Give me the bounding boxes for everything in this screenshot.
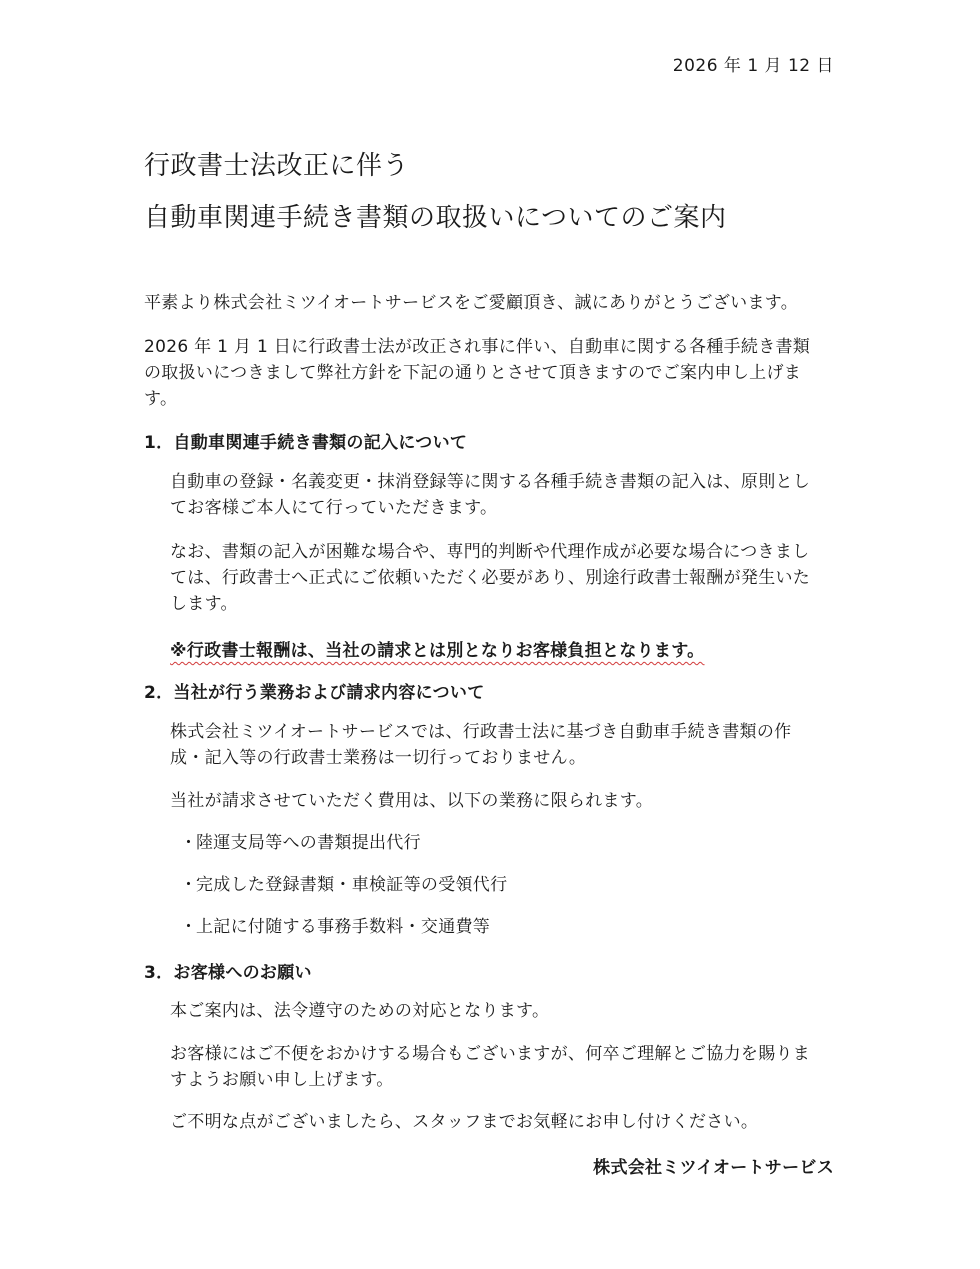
list-item	[180, 830, 507, 872]
service-list	[180, 830, 507, 956]
section-1-paragraph-2	[170, 539, 830, 617]
list-item	[180, 872, 507, 914]
section-2-heading: 2．当社が行う業務および請求内容について	[144, 683, 485, 703]
section-3-heading: 3．お客様へのお願い	[144, 963, 312, 983]
section-3-paragraph-2	[170, 1041, 830, 1093]
bullet-icon: ・	[180, 917, 198, 937]
list-item	[180, 914, 507, 956]
bullet-icon: ・	[180, 833, 198, 853]
intro-line-2: の取扱いにつきまして弊社方針を下記の通りとさせて頂きますのでご案内申し上げま	[144, 363, 802, 383]
section-2-p1-line-2: 成・記入等の行政書士業務は一切行っておりません。	[170, 748, 587, 768]
list-item-text: 陸運支局等への書類提出代行	[196, 833, 421, 853]
section-2-paragraph-1	[170, 719, 830, 771]
title-line-1: 行政書士法改正に伴う	[144, 151, 410, 181]
section-2-p1-line-1: 株式会社ミツイオートサービスでは、行政書士法に基づき自動車手続き書類の作	[170, 722, 792, 742]
section-3-paragraph-3: ご不明な点がございましたら、スタッフまでお気軽にお申し付けください。	[170, 1112, 759, 1132]
page-title	[144, 140, 726, 244]
title-line-2: 自動車関連手続き書類の取扱いについてのご案内	[144, 203, 727, 233]
list-item-text: 上記に付随する事務手数料・交通費等	[196, 917, 491, 937]
greeting-paragraph: 平素より株式会社ミツイオートサービスをご愛顧頂き、誠にありがとうございます。	[144, 293, 798, 313]
section-3-p2-line-2: すようお願い申し上げます。	[170, 1070, 394, 1090]
section-1-p2-line-2: ては、行政書士へ正式にご依頼いただく必要があり、別途行政書士報酬が発生いた	[170, 568, 811, 588]
section-1-heading: 1．自動車関連手続き書類の記入について	[144, 433, 468, 453]
section-1-paragraph-1	[170, 469, 830, 521]
company-signature: 株式会社ミツイオートサービス	[593, 1158, 834, 1178]
bullet-icon: ・	[180, 875, 198, 895]
section-3-p2-line-1: お客様にはご不便をおかけする場合もございますが、何卒ご理解とご協力を賜りま	[170, 1044, 811, 1064]
intro-line-1: 2026 年 1 月 1 日に行政書士法が改正され事に伴い、自動車に関する各種手続き書類	[144, 337, 811, 357]
section-2-paragraph-2: 当社が請求させていただく費用は、以下の業務に限られます。	[170, 791, 654, 811]
section-1-p1-line-1: 自動車の登録・名義変更・抹消登録等に関する各種手続き書類の記入は、原則とし	[170, 472, 811, 492]
document-date: 2026 年 1 月 12 日	[672, 56, 834, 76]
intro-line-3: す。	[144, 389, 178, 409]
section-1-p2-line-3: します。	[170, 594, 238, 614]
section-1-p1-line-2: てお客様ご本人にて行っていただきます。	[170, 498, 498, 518]
section-3-paragraph-1: 本ご案内は、法令遵守のための対応となります。	[170, 1001, 550, 1021]
intro-paragraph	[144, 334, 844, 412]
list-item-text: 完成した登録書類・車検証等の受領代行	[196, 875, 508, 895]
fee-notice: ※行政書士報酬は、当社の請求とは別となりお客様負担となります。	[170, 641, 705, 661]
section-1-p2-line-1: なお、書類の記入が困難な場合や、専門的判断や代理作成が必要な場合につきまし	[170, 542, 810, 562]
